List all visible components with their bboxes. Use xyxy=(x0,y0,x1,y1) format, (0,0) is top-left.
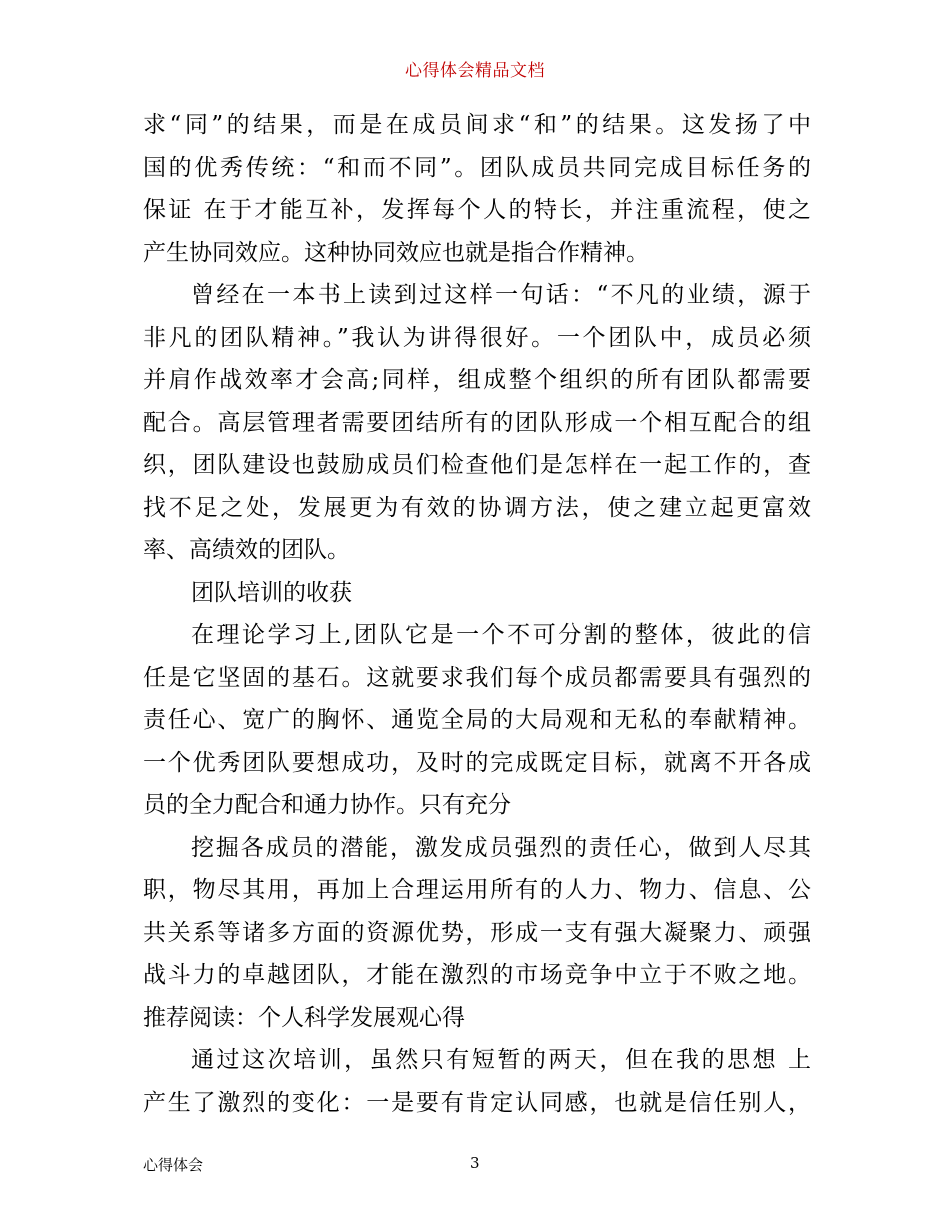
text-line: 任是它坚固的基石。这就要求我们每个成员都需要具有强烈的 xyxy=(143,664,811,691)
text-line: 产生协同效应。这种协同效应也就是指合作精神。 xyxy=(143,239,649,266)
text-line: 国的优秀传统：“和而不同”。团队成员共同完成目标任务的 xyxy=(143,154,811,181)
page-number: 3 xyxy=(470,1154,480,1172)
text-line: 挖掘各成员的潜能，激发成员强烈的责任心，做到人尽其 xyxy=(191,834,811,861)
text-line: 并肩作战效率才会高;同样，组成整个组织的所有团队都需要 xyxy=(143,367,811,393)
recommended-reading-line: 推荐阅读：个人科学发展观心得 xyxy=(143,1004,465,1031)
text-line: 找不足之处，发展更为有效的协调方法，使之建立起更富效 xyxy=(143,494,811,521)
text-line: 一个优秀团队要想成功，及时的完成既定目标，就离不开各成 xyxy=(143,749,811,776)
text-line: 保证 在于才能互补，发挥每个人的特长，并注重流程，使之 xyxy=(143,197,811,223)
document-body xyxy=(143,104,811,1124)
text-line: 配合。高层管理者需要团结所有的团队形成一个相互配合的组 xyxy=(143,409,811,436)
text-line: 产生了激烈的变化：一是要有肯定认同感，也就是信任别人， xyxy=(143,1089,811,1116)
text-line: 通过这次培训，虽然只有短暂的两天，但在我的思想 上 xyxy=(191,1047,811,1073)
text-line: 员的全力配合和通力协作。只有充分 xyxy=(143,792,511,818)
page-header-title: 心得体会精品文档 xyxy=(405,61,545,81)
text-line: 非凡的团队精神。”我认为讲得很好。一个团队中，成员必须 xyxy=(143,324,811,351)
text-line: 战斗力的卓越团队，才能在激烈的市场竞争中立于不败之地。 xyxy=(143,962,811,988)
text-line: 率、高绩效的团队。 xyxy=(143,537,350,563)
text-line: 曾经在一本书上读到过这样一句话：“不凡的业绩，源于 xyxy=(191,282,811,308)
text-line: 共关系等诸多方面的资源优势，形成一支有强大凝聚力、顽强 xyxy=(143,919,811,946)
section-heading: 团队培训的收获 xyxy=(191,579,352,606)
footer-label: 心得体会 xyxy=(143,1156,204,1174)
text-line: 求“同”的结果，而是在成员间求“和”的结果。这发扬了中 xyxy=(143,112,811,138)
text-line: 织，团队建设也鼓励成员们检查他们是怎样在一起工作的，查 xyxy=(143,452,811,478)
text-line: 在理论学习上,团队它是一个不可分割的整体，彼此的信 xyxy=(191,622,811,648)
text-line: 责任心、宽广的胸怀、通览全局的大局观和无私的奉献精神。 xyxy=(143,707,811,733)
text-line: 职，物尽其用，再加上合理运用所有的人力、物力、信息、公 xyxy=(143,877,811,903)
